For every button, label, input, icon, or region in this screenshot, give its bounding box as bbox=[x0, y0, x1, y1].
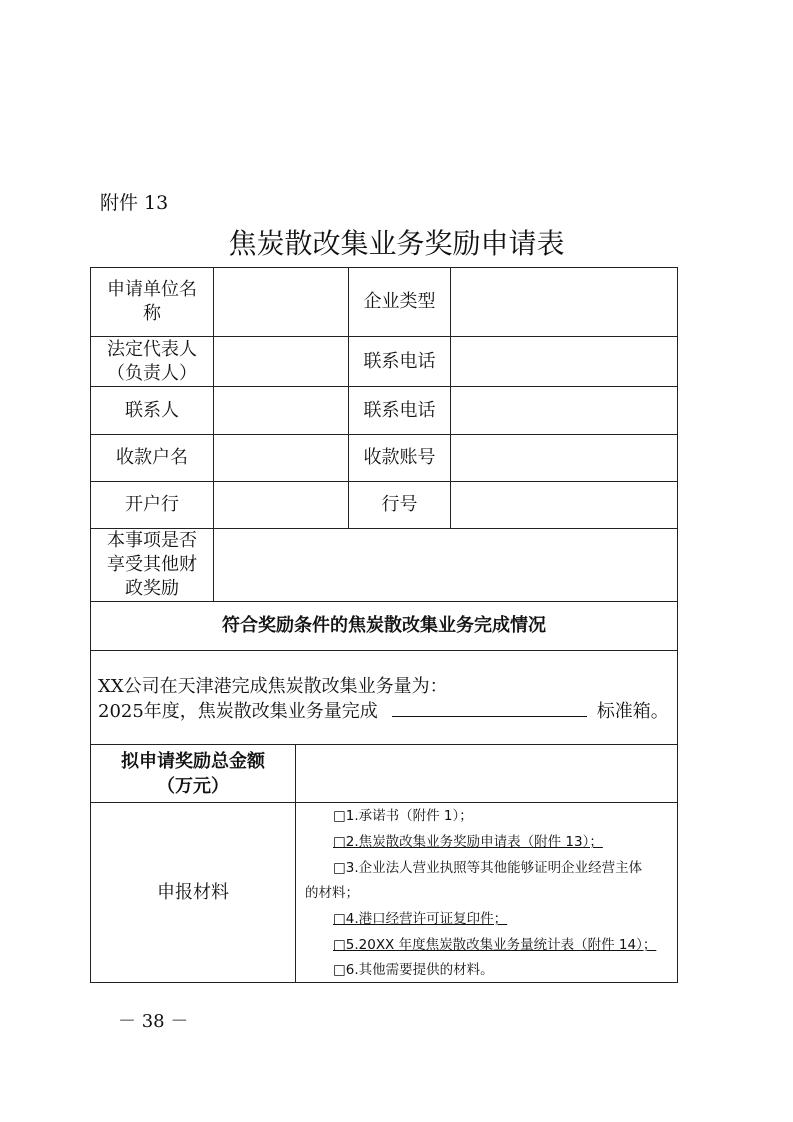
field-legal-rep[interactable] bbox=[213, 336, 349, 387]
materials-label: 申报材料 bbox=[90, 802, 296, 983]
label-phone-2: 联系电话 bbox=[348, 386, 451, 435]
amount-label-2: （万元） bbox=[157, 775, 229, 797]
field-phone-2[interactable] bbox=[450, 386, 678, 435]
field-company-type[interactable] bbox=[450, 267, 678, 337]
section-title: 符合奖励条件的焦炭散改集业务完成情况 bbox=[90, 601, 678, 651]
field-payee-name[interactable] bbox=[213, 434, 349, 482]
attachment-label: 附件 13 bbox=[100, 192, 169, 214]
completion-prefix: 2025年度，焦炭散改集业务量完成 bbox=[98, 701, 378, 722]
material-item-3[interactable]: □3.企业法人营业执照等其他能够证明企业经营主体 bbox=[333, 860, 643, 876]
material-item-5[interactable]: □5.20XX 年度焦炭散改集业务量统计表（附件 14）； bbox=[333, 937, 657, 953]
label-bank-code: 行号 bbox=[348, 481, 451, 529]
material-item-1[interactable]: □1.承诺书（附件 1）； bbox=[333, 808, 473, 824]
material-item-4[interactable]: □4.港口经营许可证复印件； bbox=[333, 911, 508, 927]
label-contact: 联系人 bbox=[90, 386, 214, 435]
label-bank: 开户行 bbox=[90, 481, 214, 529]
completion-suffix: 标准箱。 bbox=[596, 701, 669, 722]
field-phone-1[interactable] bbox=[450, 336, 678, 387]
field-applicant[interactable] bbox=[213, 267, 349, 337]
field-other-award[interactable] bbox=[213, 528, 678, 602]
label-other-award: 本事项是否享受其他财政奖励 bbox=[90, 528, 214, 602]
label-company-type: 企业类型 bbox=[348, 267, 451, 337]
material-item-6[interactable]: □6.其他需要提供的材料。 bbox=[333, 962, 494, 978]
field-bank[interactable] bbox=[213, 481, 349, 529]
field-account[interactable] bbox=[450, 434, 678, 482]
label-applicant: 申请单位名称 bbox=[90, 267, 214, 337]
material-item-2[interactable]: □2.焦炭散改集业务奖励申请表（附件 13）； bbox=[333, 834, 603, 850]
completion-line-1: XX公司在天津港完成焦炭散改集业务量为： bbox=[98, 676, 448, 697]
completion-volume-field[interactable] bbox=[392, 698, 587, 717]
material-item-3-cont: 的材料； bbox=[305, 885, 359, 901]
amount-field[interactable] bbox=[295, 744, 678, 803]
page-number: － 38 － bbox=[118, 1011, 189, 1032]
amount-label bbox=[90, 744, 296, 803]
amount-label-1: 拟申请奖励总金额 bbox=[121, 750, 265, 772]
label-account: 收款账号 bbox=[348, 434, 451, 482]
field-bank-code[interactable] bbox=[450, 481, 678, 529]
label-legal-rep: 法定代表人（负责人） bbox=[90, 336, 214, 387]
page-title: 焦炭散改集业务奖励申请表 bbox=[228, 227, 565, 260]
label-payee-name: 收款户名 bbox=[90, 434, 214, 482]
field-contact[interactable] bbox=[213, 386, 349, 435]
label-phone-1: 联系电话 bbox=[348, 336, 451, 387]
completion-cell bbox=[90, 650, 678, 745]
